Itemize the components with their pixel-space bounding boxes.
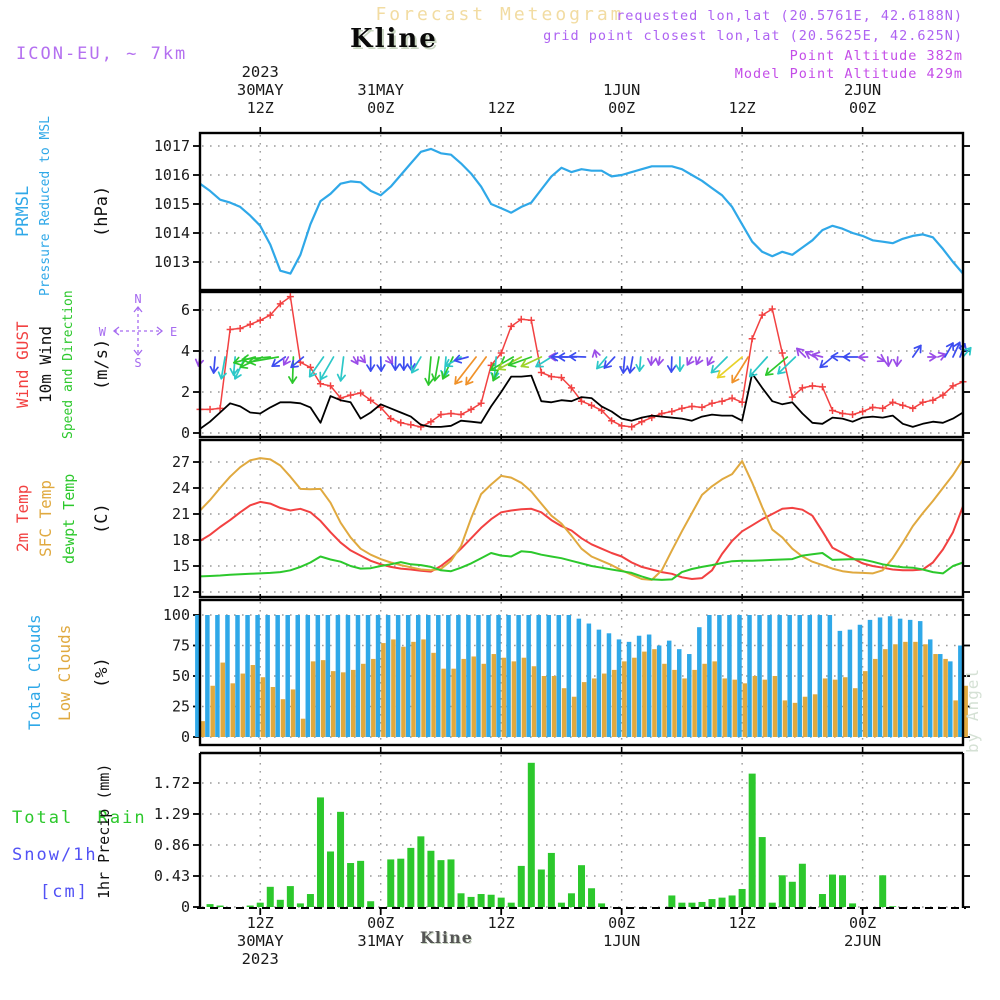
label-c-unit: (C) [92,503,112,534]
svg-text:N: N [134,292,142,306]
svg-text:1017: 1017 [153,137,190,155]
svg-text:00Z: 00Z [367,914,395,932]
svg-text:1013: 1013 [153,253,190,271]
svg-text:30MAY: 30MAY [236,81,284,99]
label-pct-unit: (%) [92,657,112,688]
label-hpa-unit: (hPa) [92,185,112,238]
label-prmsl: PRMSL [13,185,33,238]
svg-text:2JUN: 2JUN [843,81,882,99]
svg-text:75: 75 [171,636,190,655]
svg-text:2023: 2023 [241,63,279,81]
label-speed-direction: Speed and Direction [61,290,76,440]
svg-text:2: 2 [180,383,190,401]
svg-text:100: 100 [162,606,190,624]
label-2m-temp: 2m Temp [13,484,32,553]
svg-text:0: 0 [180,728,190,746]
svg-text:24: 24 [171,478,190,497]
svg-text:15: 15 [171,556,190,575]
label-snow-1h: Snow/1h [12,845,98,865]
svg-text:6: 6 [180,301,190,319]
svg-text:0.86: 0.86 [153,835,190,854]
svg-text:1014: 1014 [153,224,190,242]
svg-text:00Z: 00Z [608,914,636,932]
svg-text:00Z: 00Z [849,99,877,117]
svg-text:00Z: 00Z [608,99,636,117]
svg-text:1JUN: 1JUN [602,81,641,99]
label-cm: [cm] [40,882,89,902]
label-ms-unit: (m/s) [92,338,112,391]
svg-text:25: 25 [171,697,190,716]
label-pressure-reduced: Pressure Reduced to MSL [38,115,53,296]
svg-text:12: 12 [171,583,190,601]
label-10m-wind: 10m Wind [36,325,55,404]
svg-text:2JUN: 2JUN [843,932,882,950]
svg-text:30MAY: 30MAY [236,932,284,950]
svg-text:1.29: 1.29 [153,804,190,823]
page-title: Forecast Meteogram [375,4,625,25]
svg-text:2023: 2023 [241,950,279,968]
svg-text:W: W [98,325,106,339]
label-total-rain: Total Rain [12,808,147,828]
label-wind-gust: Wind GUST [13,321,32,408]
svg-text:31MAY: 31MAY [357,932,405,950]
requested-coords: requested lon,lat (20.5761E, 42.6188N) [616,8,963,24]
svg-text:0: 0 [180,424,190,442]
svg-text:12Z: 12Z [246,914,274,932]
svg-text:0.43: 0.43 [153,866,190,885]
svg-text:S: S [134,356,142,370]
model-name: ICON-EU, ~ 7km [16,44,188,64]
svg-text:12Z: 12Z [487,914,515,932]
svg-text:12Z: 12Z [246,99,274,117]
svg-text:18: 18 [171,530,190,549]
svg-text:E: E [170,325,178,339]
svg-text:4: 4 [180,342,190,360]
svg-text:1016: 1016 [153,166,190,184]
station-title: Kline [350,24,438,54]
svg-text:0: 0 [180,898,190,916]
svg-text:21: 21 [171,504,190,523]
label-low-clouds: Low Clouds [55,624,74,721]
label-1hr-precip-unit: 1hr Precip (mm) [95,763,113,900]
svg-text:00Z: 00Z [849,914,877,932]
svg-text:31MAY: 31MAY [357,81,405,99]
footer-station-caption: Kline [420,928,473,947]
svg-text:12Z: 12Z [728,914,756,932]
grid-point-coords: grid point closest lon,lat (20.5625E, 42.625N) [543,28,963,44]
model-point-altitude: Model Point Altitude 429m [734,66,963,82]
svg-text:1.72: 1.72 [153,773,190,792]
svg-text:27: 27 [171,452,190,471]
svg-text:12Z: 12Z [487,99,515,117]
svg-text:1015: 1015 [153,195,190,213]
point-altitude: Point Altitude 382m [789,48,963,64]
label-sfc-temp: SFC Temp [36,479,55,558]
svg-text:1JUN: 1JUN [602,932,641,950]
svg-text:50: 50 [171,667,190,685]
svg-text:00Z: 00Z [367,99,395,117]
label-total-clouds: Total Clouds [25,614,44,731]
watermark-by-angel: by Angel [963,667,982,753]
label-dewpt-temp: dewpt Temp [60,473,78,564]
svg-text:12Z: 12Z [728,99,756,117]
